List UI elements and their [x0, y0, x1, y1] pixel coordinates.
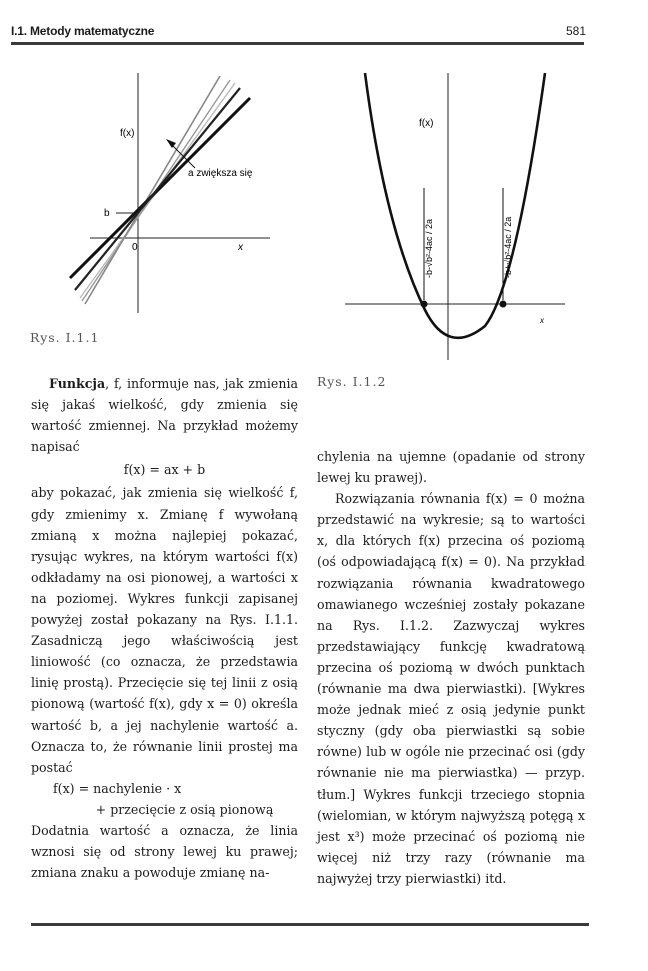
figure2-caption: Rys. I.1.2: [317, 374, 387, 389]
header-rule: [11, 42, 584, 45]
figure-quadratic-function: [335, 68, 575, 368]
col2-paragraph-2: Rozwiązania równania f(x) = 0 można przedstawić na wykresie; są to wartości x, dla których f(x) przecina oś poziomą (oś odpowiadającą f(x) = 0). Na przykład rozwiązania równania kwadratowego omawianego wcześniej zostały pokazane na Rys. I.1.2. Zazwyczaj wykres przedstawiający funkcję kwadratową przecina oś poziomą w dwóch punktach (równanie ma dwa pierwiastki). [Wykres może jednak mieć z osią jedynie punkt styczny (gdy oba pierwiastki są sobie równe) lub w ogóle nie przecinać osi (gdy równanie nie ma pierwiastka) — przyp. tłum.] Wykres funkcji trzeciego stopnia (wielomian, w którym najwyższą potęgą x jest x³) może przecinać oś poziomą nie więcej niż trzy razy (równanie ma najwyżej trzy pierwiastki) itd.: [317, 491, 585, 886]
fig2-root-right-label: -b+√b²-4ac / 2a: [503, 216, 513, 278]
fig1-x-label: x: [238, 242, 243, 253]
line-slope-3: [85, 76, 220, 304]
increase-arrow-head: [166, 139, 176, 148]
text-column-right: [317, 446, 585, 889]
figure1-caption: Rys. I.1.1: [30, 330, 100, 345]
fig2-y-label: f(x): [419, 118, 434, 129]
fig1-intercept-label: b: [104, 208, 110, 219]
running-header-title: I.1. Metody matematyczne: [11, 24, 155, 38]
line-slope-5: [75, 88, 240, 290]
fig1-arrow-label: a zwiększa się: [188, 168, 253, 179]
root-right-point: [500, 301, 507, 308]
fig2-x-label: x: [540, 316, 544, 325]
col2-paragraph-1: chylenia na ujemne (opadanie od strony lewej ku prawej).: [317, 449, 585, 486]
figure-linear-function: [60, 68, 310, 318]
equation-linear: f(x) = ax + b: [123, 462, 206, 478]
term-funkcja: Funkcja: [49, 376, 106, 391]
col1-paragraph-3: Dodatnia wartość a oznacza, że linia wznosi się od strony lewej ku prawej; zmiana znaku a powoduje zmianę na-: [31, 822, 298, 881]
text-column-left: [31, 373, 298, 883]
col1-paragraph-1: [31, 373, 298, 457]
parabola-curve: [365, 73, 545, 338]
col1-paragraph-2: aby pokazać, jak zmienia się wielkość f, gdy zmienimy x. Zmianę f wywołaną zmianą x można najlepiej pokazać, rysując wykres, na którym wartości f(x) odkładamy na osi pionowej, a wartości x na poziomej. Wykres funkcji zapisanej powyżej został pokazany na Rys. I.1.1. Zasadniczą jego właściwością jest liniowość (co oznacza, że przedstawia linię prostą). Przecięcie się tej linii z osią pionową (wartość f(x), gdy x = 0) określa wartość b, a jej nachylenie wartość a. Oznacza to, że równanie linii prostej ma postać: [31, 485, 298, 775]
col1-paragraph-1-text: , f, informuje nas, jak zmienia się jakaś wielkość, gdy zmienia się wartość zmiennej. Na przykład możemy napisać: [31, 376, 298, 455]
equation-line-form-1: f(x) = nachylenie · x: [53, 780, 182, 796]
fig1-y-label: f(x): [120, 128, 135, 139]
equation-line-form-2: + przecięcie z osią pionową: [95, 801, 274, 817]
fig2-root-left-label: -b-√b²-4ac / 2a: [424, 219, 434, 278]
root-left-point: [421, 301, 428, 308]
fig1-origin-label: 0: [132, 242, 138, 253]
page-number: 581: [566, 24, 587, 38]
line-slope-4: [70, 98, 250, 278]
footer-rule: [31, 923, 589, 926]
